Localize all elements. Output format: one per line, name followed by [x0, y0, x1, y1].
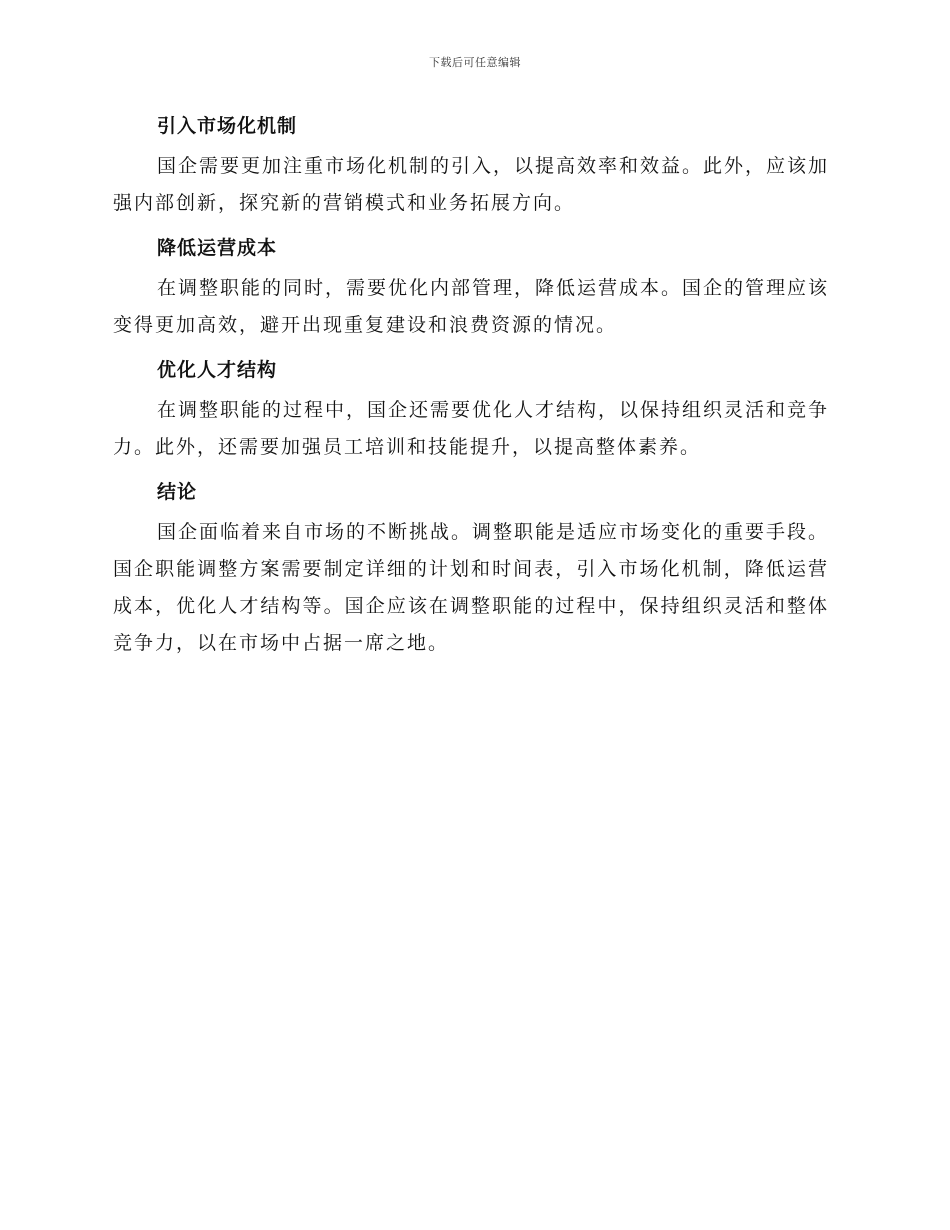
section-heading-conclusion: 结论 — [157, 481, 198, 503]
section-heading-talent-structure: 优化人才结构 — [157, 359, 278, 381]
section-paragraph-conclusion: 国企面临着来自市场的不断挑战。调整职能是适应市场变化的重要手段。国企职能调整方案需要制定详细的计划和时间表，引入市场化机制，降低运营成本，优化人才结构等。国企应该在调整职能的过程中，保持组织灵活和整体竞争力，以在市场中占据一席之地。 — [113, 521, 830, 654]
section-paragraph-reduce-costs: 在调整职能的同时，需要优化内部管理，降低运营成本。国企的管理应该变得更加高效，避开出现重复建设和浪费资源的情况。 — [113, 277, 830, 336]
page-header: 下载后可任意编辑 — [429, 56, 521, 69]
section-heading-reduce-costs: 降低运营成本 — [157, 237, 278, 259]
section-heading-market-mechanism: 引入市场化机制 — [157, 115, 298, 137]
document-body — [113, 110, 829, 672]
section-paragraph-market-mechanism: 国企需要更加注重市场化机制的引入，以提高效率和效益。此外，应该加强内部创新，探究新的营销模式和业务拓展方向。 — [113, 155, 830, 214]
section-paragraph-talent-structure: 在调整职能的过程中，国企还需要优化人才结构，以保持组织灵活和竞争力。此外，还需要加强员工培训和技能提升，以提高整体素养。 — [113, 399, 830, 458]
